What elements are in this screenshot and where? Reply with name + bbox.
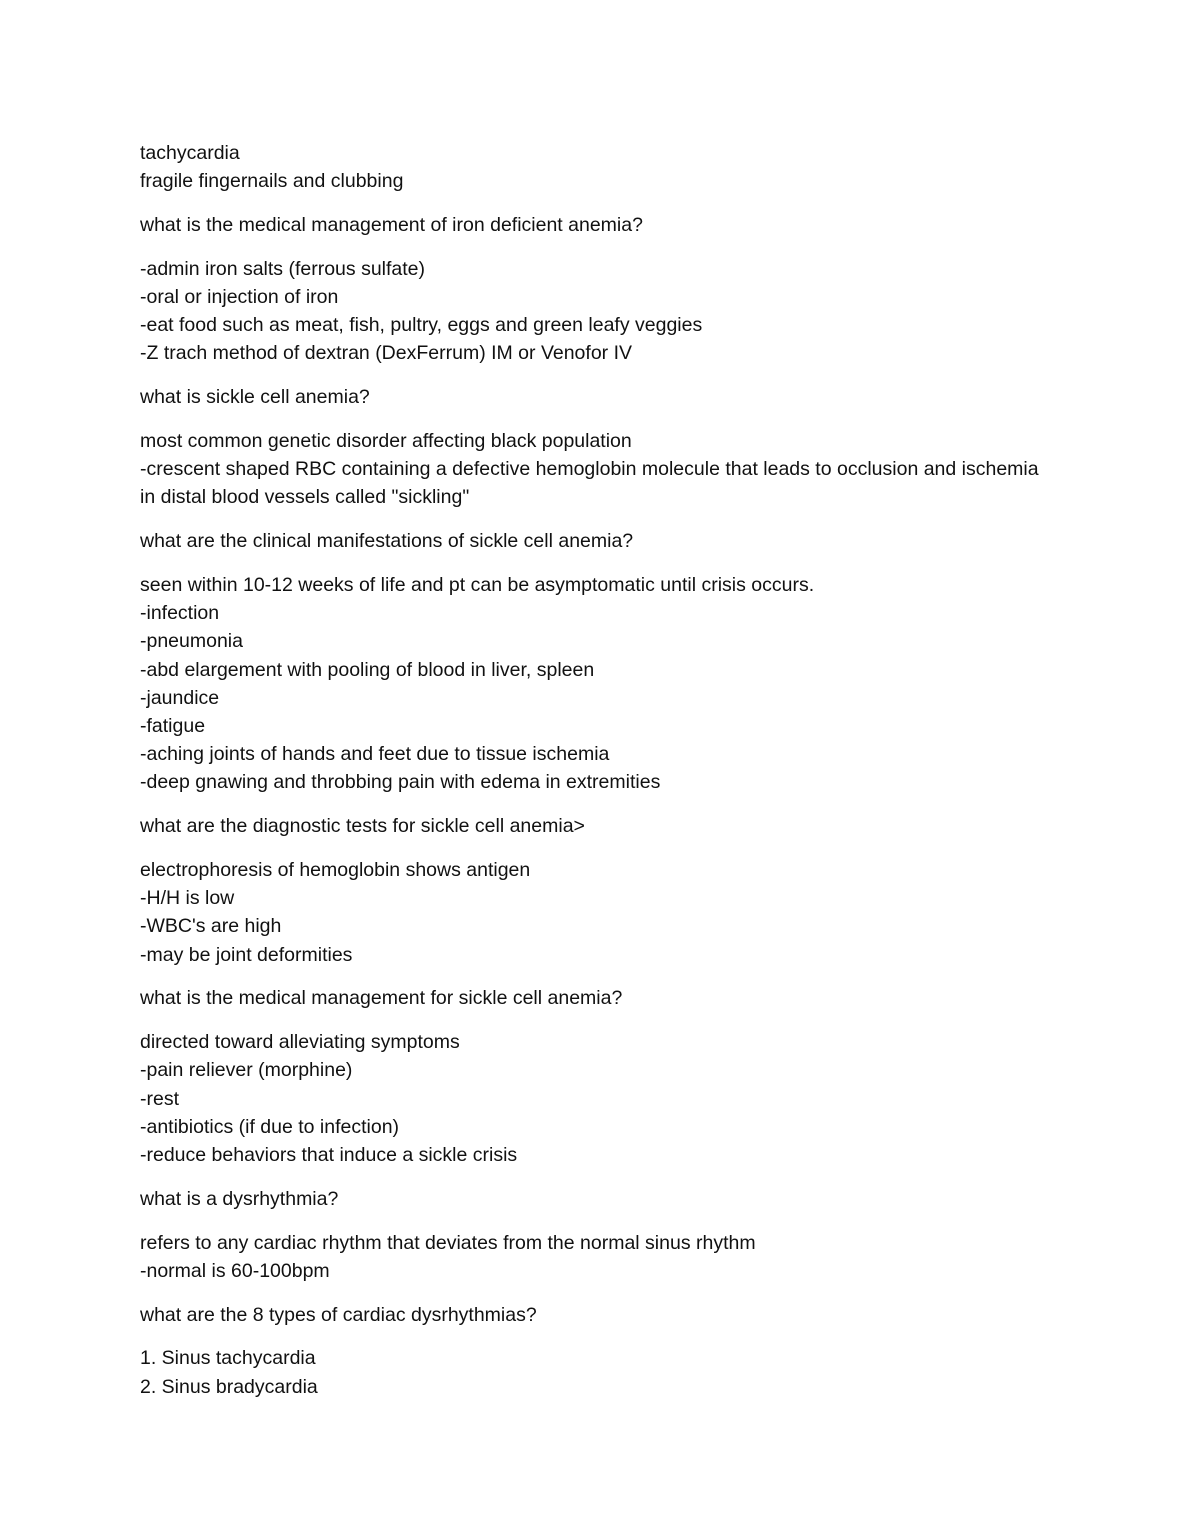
answer-line: -jaundice [140, 686, 220, 709]
question-line: what is the medical management of iron deficient anemia? [140, 214, 643, 236]
question-block [140, 1185, 1060, 1213]
answer-line: -aching joints of hands and feet due to tissue ischemia [140, 743, 610, 766]
answer-line: -infection [140, 602, 220, 625]
answer-block [140, 255, 1060, 368]
question-line: what are the 8 types of cardiac dysrhythmias? [140, 1303, 537, 1326]
answer-line: -normal is 60-100bpm [140, 1259, 330, 1282]
document-body [140, 139, 1060, 1416]
text-line: fragile fingernails and clubbing [140, 170, 404, 193]
answer-line: -reduce behaviors that induce a sickle crisis [140, 1144, 518, 1167]
answer-line: -may be joint deformities [140, 943, 353, 966]
answer-line: -crescent shaped RBC containing a defective hemoglobin molecule that leads to occlusion and ischemia [140, 458, 1039, 481]
answer-line: -Z trach method of dextran (DexFerrum) IM or Venofor IV [140, 342, 633, 365]
answer-line: electrophoresis of hemoglobin shows antigen [140, 859, 531, 882]
answer-line: -fatigue [140, 715, 206, 738]
question-block [140, 383, 1060, 411]
question-line: what is the medical management for sickle cell anemia? [140, 987, 623, 1010]
question-line: what is a dysrhythmia? [140, 1187, 339, 1210]
question-block [140, 211, 1060, 239]
answer-line: -oral or injection of iron [140, 286, 339, 308]
answer-block [140, 1028, 1060, 1169]
answer-block [140, 856, 1060, 969]
answer-line: -pain reliever (morphine) [140, 1059, 353, 1082]
answer-line: -deep gnawing and throbbing pain with edema in extremities [140, 771, 661, 794]
question-line: what are the diagnostic tests for sickle cell anemia> [140, 815, 585, 838]
text-block [140, 139, 1060, 195]
question-block [140, 527, 1060, 555]
answer-line: -WBC's are high [140, 915, 282, 938]
answer-line: seen within 10-12 weeks of life and pt can be asymptomatic until crisis occurs. [140, 574, 815, 596]
answer-line: -H/H is low [140, 887, 235, 910]
answer-block [140, 427, 1060, 512]
answer-line: -abd elargement with pooling of blood in liver, spleen [140, 658, 595, 681]
answer-line: in distal blood vessels called "sickling" [140, 486, 470, 509]
answer-line: 2. Sinus bradycardia [140, 1375, 318, 1398]
answer-line: -antibiotics (if due to infection) [140, 1115, 400, 1138]
question-line: what is sickle cell anemia? [140, 386, 370, 409]
question-line: what are the clinical manifestations of sickle cell anemia? [140, 530, 634, 553]
question-block [140, 1301, 1060, 1329]
question-block [140, 984, 1060, 1012]
answer-line: -admin iron salts (ferrous sulfate) [140, 257, 426, 280]
answer-block [140, 571, 1060, 797]
answer-line: -eat food such as meat, fish, pultry, eggs and green leafy veggies [140, 314, 703, 337]
answer-line: -rest [140, 1087, 179, 1110]
text-line: tachycardia [140, 142, 240, 164]
answer-line: directed toward alleviating symptoms [140, 1031, 460, 1054]
answer-line: refers to any cardiac rhythm that deviates from the normal sinus rhythm [140, 1231, 756, 1254]
question-block [140, 812, 1060, 840]
answer-line: most common genetic disorder affecting black population [140, 430, 632, 452]
answer-line: -pneumonia [140, 630, 243, 653]
answer-block [140, 1229, 1060, 1285]
answer-line: 1. Sinus tachycardia [140, 1347, 316, 1370]
answer-block [140, 1344, 1060, 1400]
